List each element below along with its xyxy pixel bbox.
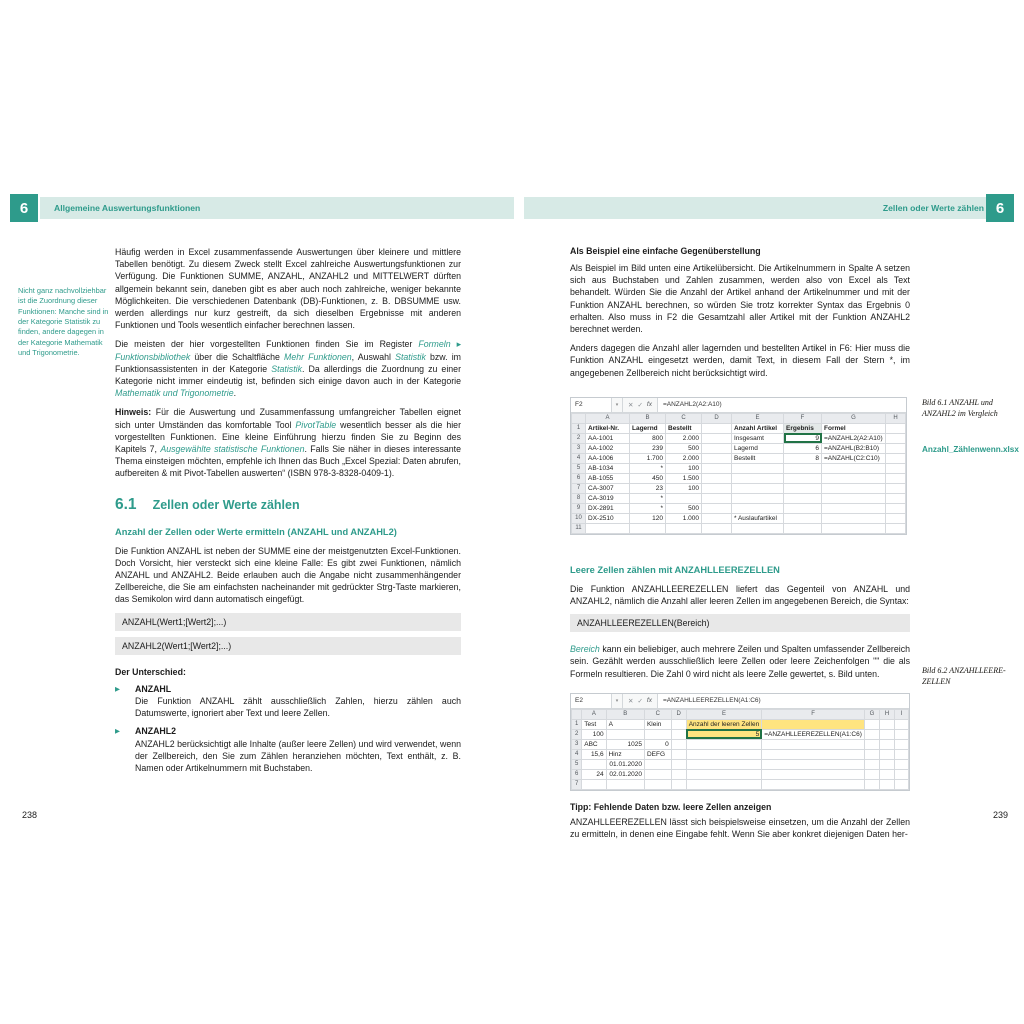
- column-header: F: [784, 413, 822, 423]
- cell: 239: [630, 443, 666, 453]
- cell: 100: [666, 483, 702, 493]
- cell: [784, 503, 822, 513]
- section-number: 6.1: [115, 495, 137, 513]
- cell: [822, 503, 886, 513]
- cell: [886, 433, 906, 443]
- text-segment: Die meisten der hier vorgestellten Funktionen finden Sie im Register: [115, 339, 419, 350]
- paragraph: Die Funktion ANZAHL ist neben der SUMME eine der meistgenutzten Excel-Funktionen. Doch Vorsicht, hier versteckt sich eine kleine Falle: Es gibt zwei Funktionen, nämlich ANZAHL und ANZAHL2. Beide erlauben auch die Angabe nicht zusammenhängender Zellbereiche, die Sie am einfachsten nacheinander mit gedrückter Strg-Taste markieren, das Semikolon wird dann automatisch eingefügt.: [115, 545, 461, 605]
- cell: [702, 513, 732, 523]
- cell: [762, 759, 865, 769]
- name-box-dropdown-icon: ▾: [612, 398, 623, 412]
- text-segment: Mathematik und Trigonometrie: [115, 388, 234, 399]
- cell: [644, 759, 671, 769]
- row-header: 5: [572, 759, 582, 769]
- cell: [762, 719, 865, 729]
- margin-note-left: Nicht ganz nachvollziehbar ist die Zuordnung dieser Funktionen: Manche sind in der Kategorie Statistik zu finden, andere dagegen in der Kategorie Mathematik und Trigonometrie.: [18, 286, 109, 358]
- cell: [886, 503, 906, 513]
- text-segment: bzw. im Funktionsassistenten in der Kategorie: [115, 351, 461, 374]
- select-all-corner: [572, 709, 582, 719]
- cell: =ANZAHL2(A2:A10): [822, 433, 886, 443]
- text-segment: Funktionsbibliothek: [115, 351, 191, 362]
- cell: [886, 493, 906, 503]
- cell: [582, 779, 606, 789]
- row-header: 7: [572, 779, 582, 789]
- cell: 15,6: [582, 749, 606, 759]
- row-header: 1: [572, 719, 582, 729]
- cell: [666, 493, 702, 503]
- spreadsheet-grid: [571, 413, 906, 534]
- cell: [630, 523, 666, 533]
- subsection-heading: Anzahl der Zellen oder Werte ermitteln (ANZAHL und ANZAHL2): [115, 526, 397, 537]
- cell: [606, 779, 644, 789]
- cell: Anzahl Artikel: [732, 423, 784, 433]
- cell: [822, 483, 886, 493]
- cell: [732, 523, 784, 533]
- formula-bar: [571, 694, 909, 709]
- column-header: I: [895, 709, 909, 719]
- cell: 1.700: [630, 453, 666, 463]
- cell: 500: [666, 503, 702, 513]
- cell: Formel: [822, 423, 886, 433]
- cell: [864, 779, 879, 789]
- cell: [784, 493, 822, 503]
- cell: CA-3019: [586, 493, 630, 503]
- row-header: 4: [572, 453, 586, 463]
- bullet-arrow-icon: ▶: [115, 685, 120, 693]
- cell: [864, 769, 879, 779]
- row-header: 5: [572, 463, 586, 473]
- paragraph: [115, 338, 461, 399]
- row-header: 11: [572, 523, 586, 533]
- enter-icon: ✓: [637, 697, 643, 705]
- list-item-term: ANZAHL: [135, 683, 172, 694]
- cell: [880, 749, 895, 759]
- list-item-text: ANZAHL2 berücksichtigt alle Inhalte (außer leere Zellen) und wird verwendet, wenn der Zellbereich, den Sie zum Zählen heranziehen möchten, Text enthält, z. B. Namen oder Artikelnummern mit Buchstaben.: [135, 738, 461, 774]
- cell: [886, 443, 906, 453]
- cell: *: [630, 463, 666, 473]
- insert-function-icon: fx: [646, 697, 652, 705]
- column-header: B: [630, 413, 666, 423]
- text-segment: wesentlich besser als die hier vorgestellten Funktionen. Eine kleine Einführung hierzu finden Sie zu Beginn des Kapitels 7,: [115, 419, 461, 455]
- cancel-icon: ✕: [628, 697, 634, 705]
- column-header: B: [606, 709, 644, 719]
- cell: 0: [644, 739, 671, 749]
- syntax-box-anzahlleerezellen: ANZAHLLEEREZELLEN(Bereich): [570, 614, 910, 632]
- cell: [671, 779, 686, 789]
- select-all-corner: [572, 413, 586, 423]
- cell: 1.500: [666, 473, 702, 483]
- column-header: C: [644, 709, 671, 719]
- cell: [702, 463, 732, 473]
- cell: 1.000: [666, 513, 702, 523]
- note-paragraph: [115, 406, 461, 479]
- cell: [886, 523, 906, 533]
- formula-text: =ANZAHLLEEREZELLEN(A1:C6): [658, 694, 909, 708]
- list-intro: Der Unterschied:: [115, 666, 186, 677]
- text-segment: Statistik: [395, 351, 426, 362]
- cell: [822, 493, 886, 503]
- cell: [644, 729, 671, 739]
- column-header: A: [586, 413, 630, 423]
- cell: 24: [582, 769, 606, 779]
- right-page-text-column: [570, 246, 910, 847]
- section-title: Zellen oder Werte zählen: [152, 497, 300, 512]
- cell: [586, 523, 630, 533]
- cell: AA-1002: [586, 443, 630, 453]
- cell: Artikel-Nr.: [586, 423, 630, 433]
- example-file-name: Anzahl_Zählenwenn.xlsx: [922, 445, 1019, 454]
- cell: Bestellt: [666, 423, 702, 433]
- cell: DX-2510: [586, 513, 630, 523]
- cancel-icon: ✕: [628, 401, 634, 409]
- list-item-term: ANZAHL2: [135, 726, 177, 737]
- spreadsheet-grid: [571, 709, 909, 790]
- cell: [784, 523, 822, 533]
- cell: [686, 779, 761, 789]
- row-header: 9: [572, 503, 586, 513]
- row-header: 2: [572, 729, 582, 739]
- text-segment: Statistik: [271, 363, 303, 374]
- cell: [864, 759, 879, 769]
- column-header: G: [822, 413, 886, 423]
- paragraph: Anders dagegen die Anzahl aller lagernden und bestellten Artikel in F6: Hier muss die Funktion ANZAHL eingesetzt werden, damit Text, in diesem Fall der Stern *, im angegebenen Zellbereich nicht berücksichtigt wird.: [570, 343, 910, 378]
- cell: *: [630, 503, 666, 513]
- cell: [762, 779, 865, 789]
- text-segment: Mehr Funktionen: [284, 351, 352, 362]
- text-segment: PivotTable: [295, 419, 337, 430]
- column-header: D: [702, 413, 732, 423]
- cell: [886, 473, 906, 483]
- cell: Hinz: [606, 749, 644, 759]
- cell: [686, 749, 761, 759]
- cell: [822, 513, 886, 523]
- paragraph: Als Beispiel im Bild unten eine Artikelübersicht. Die Artikelnummern in Spalte A setzen sich aus Buchstaben und Zahlen zusammen, werden also von Excel als Text behandelt. Würden Sie die Anzahl der Artikel anhand der Artikelnummer und mit der Funktion ANZAHL berechnen, so würden Sie trotz korrekter Syntax das Ergebnis 0 erhalten. Also muss in F2 die Gesamtzahl aller Artikel mit der Funktion ANZAHL2 berechnet werden.: [570, 263, 910, 335]
- paragraph: Häufig werden in Excel zusammenfassende Auswertungen über kleinere und mittlere Tabellen benötigt. Zu diesem Zweck stellt Excel zahlreiche Auswertungsfunktionen zur Verfügung. Die Funktionen SUMME, ANZAHL, ANZAHL2 und MITTELWERT dürften allgemein bekannt sein, daneben gibt es aber auch noch zahlreiche, weniger bekannte Möglichkeiten. Die verschiedenen Datenbank (DB)-Funktionen, z. B. DBSUMME usw. werden allerdings nur kurz gestreift, da sich dieselben Ergebnisse mit anderen Funktionen und Tools wesentlich einfacher berechnen lassen.: [115, 247, 461, 331]
- text-segment: . Falls Sie näher in dieses interessante Thema einsteigen möchten, empfehle ich Ihnen das Buch „Excel Spezial: Daten abrufen, aufbereiten & mit Pivot-Tabellen auswerten“ (ISBN 978-3-8328-0409-1).: [115, 444, 462, 479]
- syntax-box-anzahl: ANZAHL(Wert1;[Wert2];...): [115, 613, 461, 631]
- cell: [732, 493, 784, 503]
- cell: Bestellt: [732, 453, 784, 463]
- text-segment: über die Schaltfläche: [190, 351, 284, 362]
- column-header: E: [732, 413, 784, 423]
- excel-screenshot-anzahlleerezellen: [570, 693, 910, 791]
- cell: [702, 433, 732, 443]
- cell: Lagernd: [732, 443, 784, 453]
- page-number-left: 238: [22, 810, 38, 820]
- left-page-text-column: [115, 246, 461, 780]
- row-header: 6: [572, 473, 586, 483]
- cell: 1025: [606, 739, 644, 749]
- cell: [886, 423, 906, 433]
- cell: [644, 779, 671, 789]
- cell: 6: [784, 443, 822, 453]
- paragraph: [570, 643, 910, 680]
- cell: Anzahl der leeren Zellen: [686, 719, 761, 729]
- chapter-number-badge-left: 6: [10, 194, 38, 222]
- cell: =ANZAHL(C2:C10): [822, 453, 886, 463]
- cell: 2.000: [666, 453, 702, 463]
- cell: 500: [666, 443, 702, 453]
- cell: [822, 523, 886, 533]
- cell: =ANZAHL(B2:B10): [822, 443, 886, 453]
- cell: A: [606, 719, 644, 729]
- cell: [880, 769, 895, 779]
- cell: CA-3007: [586, 483, 630, 493]
- text-segment: Ausgewählte statistische Funktionen: [160, 444, 305, 455]
- cell: * Auslaufartikel: [732, 513, 784, 523]
- cell: [671, 769, 686, 779]
- cell: [702, 503, 732, 513]
- paragraph: ANZAHLLEEREZELLEN lässt sich beispielsweise einsetzen, um die Anzahl der Zellen zu ermitteln, in denen eine Eingabe fehlt. Wenn Sie aber konkret diejenigen Daten her-: [570, 817, 910, 840]
- text-segment: ▸: [450, 339, 461, 350]
- cell: [671, 759, 686, 769]
- cell: [606, 729, 644, 739]
- cell: [886, 453, 906, 463]
- cell: [784, 463, 822, 473]
- cell: DX-2891: [586, 503, 630, 513]
- enter-icon: ✓: [637, 401, 643, 409]
- example-heading: Als Beispiel eine einfache Gegenüberstellung: [570, 246, 761, 256]
- cell: [886, 513, 906, 523]
- name-box: F2: [571, 398, 612, 412]
- cell: [686, 769, 761, 779]
- text-segment: Bereich: [570, 644, 600, 655]
- cell: Lagernd: [630, 423, 666, 433]
- cell: [762, 739, 865, 749]
- cell: [582, 759, 606, 769]
- running-header-left: [40, 197, 514, 219]
- cell: =ANZAHLLEEREZELLEN(A1:C6): [762, 729, 865, 739]
- cell: [671, 739, 686, 749]
- list-item-anzahl: [115, 683, 461, 720]
- cell: AA-1001: [586, 433, 630, 443]
- cell: [880, 729, 895, 739]
- cell: [864, 729, 879, 739]
- row-header: 3: [572, 739, 582, 749]
- row-header: 4: [572, 749, 582, 759]
- text-segment: Hinweis:: [115, 407, 152, 418]
- row-header: 1: [572, 423, 586, 433]
- row-header: 10: [572, 513, 586, 523]
- figure-caption-6-2: Bild 6.2 ANZAHLLEERE-ZELLEN: [922, 666, 1006, 686]
- subsection-heading: Leere Zellen zählen mit ANZAHLLEEREZELLEN: [570, 564, 780, 575]
- column-header: F: [762, 709, 865, 719]
- cell: [732, 483, 784, 493]
- cell: Klein: [644, 719, 671, 729]
- list-item-text: Die Funktion ANZAHL zählt ausschließlich Zahlen, hierzu zählen auch Datumswerte, ignoriert aber Text und leere Zellen.: [135, 696, 461, 719]
- cell: [895, 739, 909, 749]
- row-header: 8: [572, 493, 586, 503]
- cell: [886, 483, 906, 493]
- cell: [880, 719, 895, 729]
- cell: [702, 493, 732, 503]
- cell: 100: [666, 463, 702, 473]
- formula-bar-icons: [623, 694, 658, 708]
- cell: [784, 473, 822, 483]
- cell: 450: [630, 473, 666, 483]
- cell: [784, 483, 822, 493]
- cell: [822, 473, 886, 483]
- column-header: D: [671, 709, 686, 719]
- running-header-right: [524, 197, 998, 219]
- list-item-body: [135, 683, 461, 720]
- name-box-dropdown-icon: ▾: [612, 694, 623, 708]
- text-segment: . Da allerdings die Zuordnung zu einer Kategorie nicht immer eindeutig ist, befinden sich einige davon auch in der Kategorie: [115, 363, 461, 387]
- section-heading: [115, 496, 461, 514]
- cell: [822, 463, 886, 473]
- cell: [666, 523, 702, 533]
- running-header-left-title: Allgemeine Auswertungsfunktionen: [54, 203, 201, 213]
- cell: [671, 729, 686, 739]
- column-header: E: [686, 709, 761, 719]
- cell: [702, 483, 732, 493]
- cell: [895, 749, 909, 759]
- cell: [686, 739, 761, 749]
- row-header: 6: [572, 769, 582, 779]
- cell: AB-1034: [586, 463, 630, 473]
- text-segment: kann ein beliebiger, auch mehrere Zeilen und Spalten umfassender Zellbereich sein. Gezählt werden ausschließlich leere Zellen oder leere Zeichenfolgen "" die als Formeln resultieren. Die Zahl 0 wird nicht als leere Zelle gewertet, s. Bild unten.: [570, 644, 910, 679]
- page-number-right: 239: [992, 810, 1008, 820]
- formula-text: =ANZAHL2(A2:A10): [658, 398, 906, 412]
- cell: [671, 749, 686, 759]
- cell: 800: [630, 433, 666, 443]
- column-header: A: [582, 709, 606, 719]
- row-header: 3: [572, 443, 586, 453]
- row-header: 7: [572, 483, 586, 493]
- formula-bar-icons: [623, 398, 658, 412]
- cell: 100: [582, 729, 606, 739]
- cell: [864, 739, 879, 749]
- text-segment: Für die Auswertung und Zusammenfassung umfangreicher Tabellen eignet sich unter Umständen das komfortable Tool: [115, 407, 461, 430]
- list-item-body: [135, 725, 461, 774]
- cell: ABC: [582, 739, 606, 749]
- chapter-number-badge-right: 6: [986, 194, 1014, 222]
- cell: [762, 749, 865, 759]
- text-segment: Formeln: [418, 339, 451, 350]
- cell: [895, 729, 909, 739]
- cell: [895, 769, 909, 779]
- cell: 02.01.2020: [606, 769, 644, 779]
- cell: [880, 759, 895, 769]
- cell: 8: [784, 453, 822, 463]
- cell: [880, 779, 895, 789]
- cell: 2.000: [666, 433, 702, 443]
- cell: AA-1006: [586, 453, 630, 463]
- cell: AB-1055: [586, 473, 630, 483]
- cell: [880, 739, 895, 749]
- cell: 23: [630, 483, 666, 493]
- cell: Ergebnis: [784, 423, 822, 433]
- cell: [895, 759, 909, 769]
- cell: [895, 719, 909, 729]
- cell: [702, 473, 732, 483]
- cell: [784, 513, 822, 523]
- list-item-anzahl2: [115, 725, 461, 774]
- paragraph: Die Funktion ANZAHLLEEREZELLEN liefert das Gegenteil von ANZAHL und ANZAHL2, nämlich die Anzahl aller leeren Zellen im angegebenen Bereich, die Syntax:: [570, 583, 910, 607]
- cell: [864, 749, 879, 759]
- formula-bar: [571, 398, 906, 413]
- cell: Test: [582, 719, 606, 729]
- insert-function-icon: fx: [646, 401, 652, 409]
- cell: [732, 503, 784, 513]
- cell: [702, 423, 732, 433]
- cell: [864, 719, 879, 729]
- cell: [732, 473, 784, 483]
- cell: [886, 463, 906, 473]
- bullet-arrow-icon: ▶: [115, 728, 120, 736]
- name-box: E2: [571, 694, 612, 708]
- cell: [702, 453, 732, 463]
- text-segment: , Auswahl: [351, 351, 396, 362]
- cell: [732, 463, 784, 473]
- running-header-right-title: Zellen oder Werte zählen: [882, 203, 984, 213]
- cell: 5: [686, 729, 761, 739]
- column-header: G: [864, 709, 879, 719]
- cell: [686, 759, 761, 769]
- cell: [702, 523, 732, 533]
- cell: *: [630, 493, 666, 503]
- cell: Insgesamt: [732, 433, 784, 443]
- cell: [702, 443, 732, 453]
- excel-screenshot-anzahl-vergleich: [570, 397, 907, 535]
- cell: [762, 769, 865, 779]
- column-header: H: [880, 709, 895, 719]
- tip-heading: Tipp: Fehlende Daten bzw. leere Zellen anzeigen: [570, 801, 772, 812]
- column-header: H: [886, 413, 906, 423]
- cell: DEFG: [644, 749, 671, 759]
- cell: [644, 769, 671, 779]
- syntax-box-anzahl2: ANZAHL2(Wert1;[Wert2];...): [115, 637, 461, 655]
- cell: [671, 719, 686, 729]
- cell: [895, 779, 909, 789]
- text-segment: .: [233, 388, 237, 399]
- figure-caption-6-1: Bild 6.1 ANZAHL und ANZAHL2 im Vergleich: [922, 398, 998, 418]
- row-header: 2: [572, 433, 586, 443]
- column-header: C: [666, 413, 702, 423]
- cell: 9: [784, 433, 822, 443]
- cell: 120: [630, 513, 666, 523]
- cell: 01.01.2020: [606, 759, 644, 769]
